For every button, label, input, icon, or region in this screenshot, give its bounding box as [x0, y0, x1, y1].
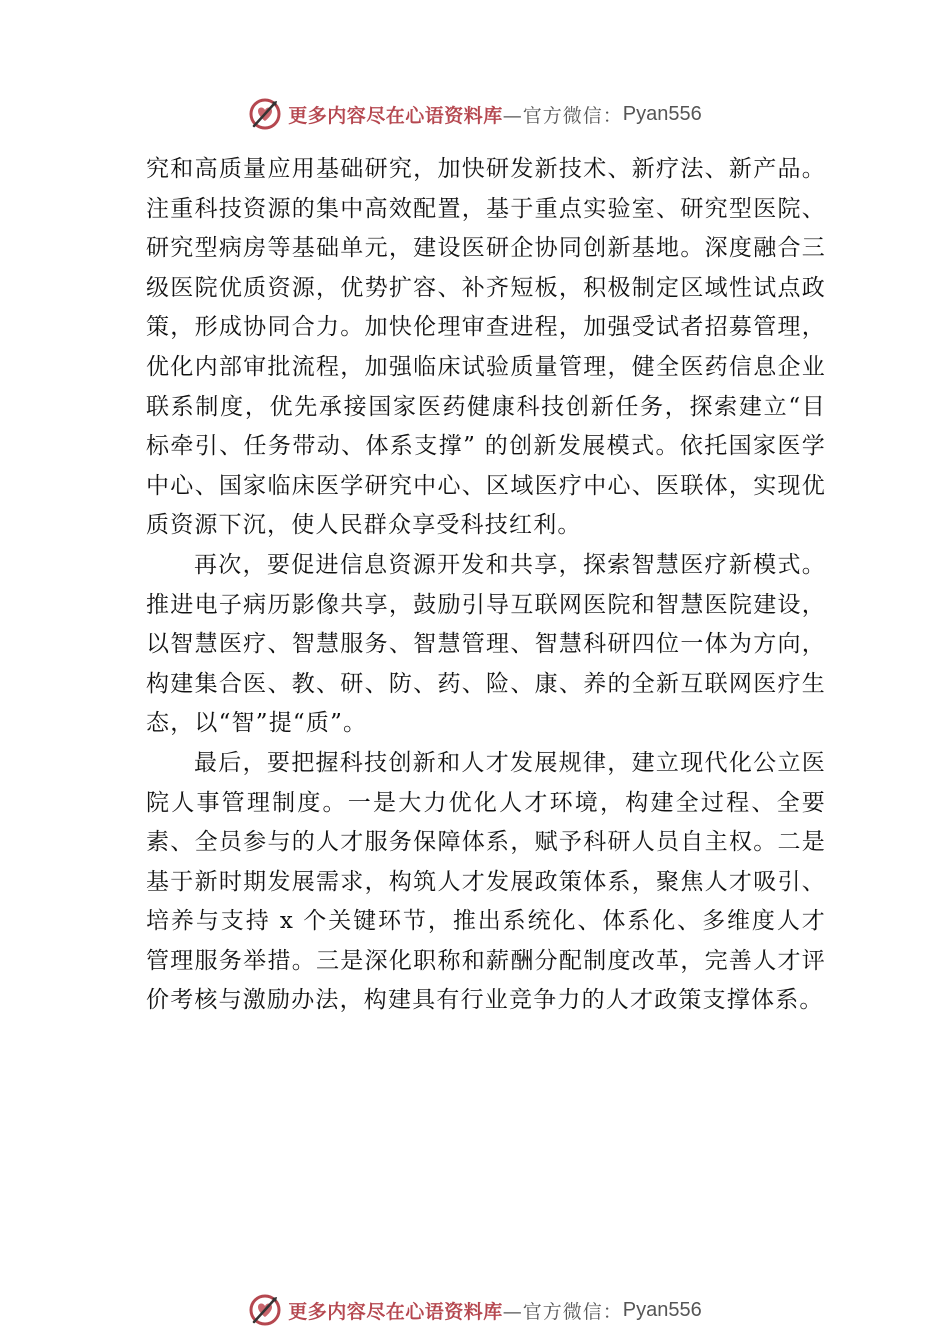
paragraph-2: 再次，要促进信息资源开发和共享，探索智慧医疗新模式。推进电子病历影像共享，鼓励引导互联网医院和智慧医院建设，以智慧医疗、智慧服务、智慧管理、智慧科研四位一体为方向，构建集合医、教、研、防、药、险、康、养的全新互联网医疗生态，以“智”提“质”。 — [146, 551, 826, 737]
header-banner — [0, 94, 950, 134]
paragraph-3: 最后，要把握科技创新和人才发展规律，建立现代化公立医院人事管理制度。一是大力优化人才环境，构建全过程、全要素、全员参与的人才服务保障体系，赋予科研人员自主权。二是基于新时期发展需求，构筑人才发展政策体系，聚焦人才吸引、培养与支持 x 个关键环节，推出系统化、体系化、多维度人才管理服务举措。三是深化职称和薪酬分配制度改革，完善人才评价考核与激励办法，构建具有行业竞争力的人才政策支撑体系。 — [146, 749, 826, 1014]
banner-contact-label: —官方微信： — [502, 104, 623, 127]
document-body — [146, 150, 826, 1021]
heart-pen-logo-icon — [248, 97, 282, 131]
banner-contact-label: —官方微信： — [502, 1300, 623, 1323]
banner-brand-text: 更多内容尽在心语资料库 — [288, 1300, 503, 1323]
banner-brand-text: 更多内容尽在心语资料库 — [288, 104, 503, 127]
paragraph-1: 究和高质量应用基础研究，加快研发新技术、新疗法、新产品。注重科技资源的集中高效配置，基于重点实验室、研究型医院、研究型病房等基础单元，建设医研企协同创新基地。深度融合三级医院优质资源，优势扩容、补齐短板，积极制定区域性试点政策，形成协同合力。加快伦理审查进程，加强受试者招募管理，优化内部审批流程，加强临床试验质量管理，健全医药信息企业联系制度，优先承接国家医药健康科技创新任务，探索建立“目标牵引、任务带动、体系支撑” 的创新发展模式。依托国家医学中心、国家临床医学研究中心、区域医疗中心、医联体，实现优质资源下沉，使人民群众享受科技红利。 — [146, 156, 826, 539]
banner-wechat-handle: Pyan556 — [622, 1298, 702, 1321]
banner-wechat-handle: Pyan556 — [622, 102, 702, 125]
heart-pen-logo-icon — [248, 1293, 282, 1327]
footer-banner — [0, 1290, 950, 1330]
